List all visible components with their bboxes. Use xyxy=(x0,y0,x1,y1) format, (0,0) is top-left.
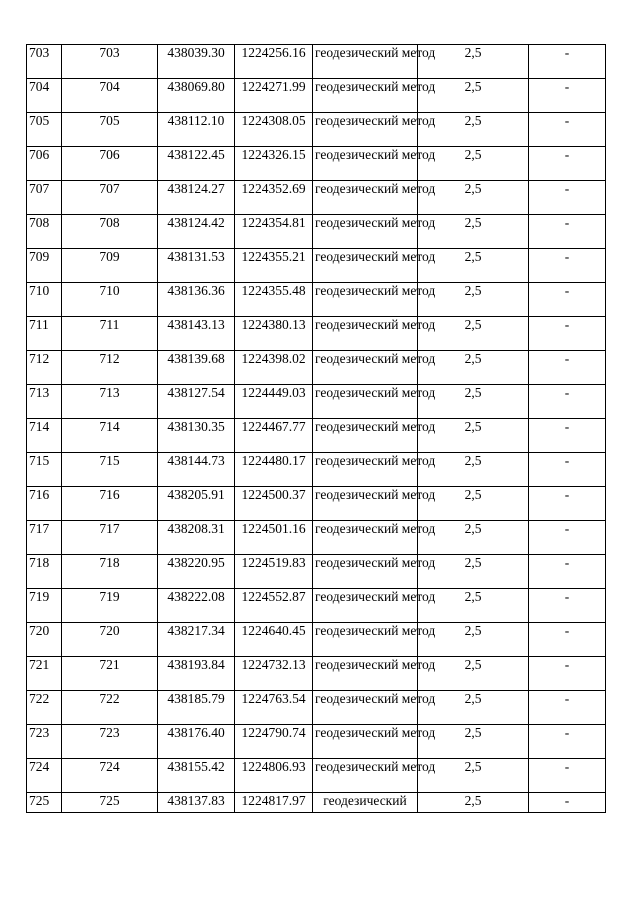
table-row xyxy=(27,589,606,623)
table-row xyxy=(27,45,606,79)
cell-accuracy: 2,5 xyxy=(418,759,529,793)
cell-point-number: 715 xyxy=(62,453,158,487)
cell-row-number: 710 xyxy=(27,283,62,317)
cell-point-number: 719 xyxy=(62,589,158,623)
cell-point-number: 725 xyxy=(62,793,158,813)
cell-description: - xyxy=(529,555,606,589)
cell-description: - xyxy=(529,249,606,283)
cell-row-number: 720 xyxy=(27,623,62,657)
cell-description: - xyxy=(529,691,606,725)
cell-point-number: 704 xyxy=(62,79,158,113)
cell-x-coordinate: 438155.42 xyxy=(158,759,235,793)
cell-x-coordinate: 438127.54 xyxy=(158,385,235,419)
cell-accuracy: 2,5 xyxy=(418,793,529,813)
cell-accuracy: 2,5 xyxy=(418,385,529,419)
cell-row-number: 715 xyxy=(27,453,62,487)
cell-description: - xyxy=(529,589,606,623)
cell-y-coordinate: 1224398.02 xyxy=(235,351,313,385)
cell-y-coordinate: 1224790.74 xyxy=(235,725,313,759)
cell-point-number: 717 xyxy=(62,521,158,555)
cell-method: геодезический метод xyxy=(313,453,418,487)
table-row xyxy=(27,79,606,113)
cell-description: - xyxy=(529,793,606,813)
cell-description: - xyxy=(529,147,606,181)
cell-x-coordinate: 438143.13 xyxy=(158,317,235,351)
cell-row-number: 723 xyxy=(27,725,62,759)
cell-row-number: 706 xyxy=(27,147,62,181)
cell-description: - xyxy=(529,419,606,453)
cell-description: - xyxy=(529,45,606,79)
cell-x-coordinate: 438069.80 xyxy=(158,79,235,113)
cell-accuracy: 2,5 xyxy=(418,113,529,147)
cell-method: геодезический метод xyxy=(313,317,418,351)
cell-point-number: 724 xyxy=(62,759,158,793)
cell-method: геодезический метод xyxy=(313,419,418,453)
cell-x-coordinate: 438137.83 xyxy=(158,793,235,813)
cell-method: геодезический метод xyxy=(313,759,418,793)
table-row xyxy=(27,147,606,181)
table-row xyxy=(27,317,606,351)
cell-row-number: 712 xyxy=(27,351,62,385)
cell-accuracy: 2,5 xyxy=(418,181,529,215)
cell-point-number: 712 xyxy=(62,351,158,385)
cell-y-coordinate: 1224256.16 xyxy=(235,45,313,79)
cell-y-coordinate: 1224449.03 xyxy=(235,385,313,419)
cell-y-coordinate: 1224326.15 xyxy=(235,147,313,181)
table-row xyxy=(27,351,606,385)
cell-method: геодезический метод xyxy=(313,249,418,283)
cell-point-number: 722 xyxy=(62,691,158,725)
cell-point-number: 723 xyxy=(62,725,158,759)
cell-accuracy: 2,5 xyxy=(418,317,529,351)
cell-row-number: 719 xyxy=(27,589,62,623)
cell-point-number: 711 xyxy=(62,317,158,351)
cell-y-coordinate: 1224352.69 xyxy=(235,181,313,215)
cell-accuracy: 2,5 xyxy=(418,623,529,657)
cell-accuracy: 2,5 xyxy=(418,351,529,385)
cell-accuracy: 2,5 xyxy=(418,249,529,283)
cell-y-coordinate: 1224806.93 xyxy=(235,759,313,793)
cell-row-number: 709 xyxy=(27,249,62,283)
cell-method: геодезический метод xyxy=(313,555,418,589)
cell-description: - xyxy=(529,317,606,351)
cell-x-coordinate: 438039.30 xyxy=(158,45,235,79)
cell-point-number: 714 xyxy=(62,419,158,453)
cell-point-number: 709 xyxy=(62,249,158,283)
table-row xyxy=(27,215,606,249)
cell-y-coordinate: 1224380.13 xyxy=(235,317,313,351)
cell-description: - xyxy=(529,759,606,793)
cell-row-number: 708 xyxy=(27,215,62,249)
cell-x-coordinate: 438208.31 xyxy=(158,521,235,555)
cell-method: геодезический метод xyxy=(313,521,418,555)
cell-y-coordinate: 1224640.45 xyxy=(235,623,313,657)
cell-accuracy: 2,5 xyxy=(418,45,529,79)
cell-x-coordinate: 438124.42 xyxy=(158,215,235,249)
cell-x-coordinate: 438176.40 xyxy=(158,725,235,759)
cell-accuracy: 2,5 xyxy=(418,283,529,317)
cell-x-coordinate: 438217.34 xyxy=(158,623,235,657)
cell-y-coordinate: 1224355.48 xyxy=(235,283,313,317)
cell-y-coordinate: 1224500.37 xyxy=(235,487,313,521)
cell-x-coordinate: 438136.36 xyxy=(158,283,235,317)
cell-x-coordinate: 438205.91 xyxy=(158,487,235,521)
table-row xyxy=(27,691,606,725)
cell-method: геодезический метод xyxy=(313,283,418,317)
cell-description: - xyxy=(529,657,606,691)
cell-row-number: 716 xyxy=(27,487,62,521)
cell-method: геодезический метод xyxy=(313,487,418,521)
cell-method: геодезический метод xyxy=(313,79,418,113)
cell-description: - xyxy=(529,521,606,555)
cell-method: геодезический метод xyxy=(313,351,418,385)
cell-row-number: 724 xyxy=(27,759,62,793)
cell-y-coordinate: 1224732.13 xyxy=(235,657,313,691)
cell-accuracy: 2,5 xyxy=(418,521,529,555)
cell-method: геодезический метод xyxy=(313,147,418,181)
cell-row-number: 714 xyxy=(27,419,62,453)
cell-accuracy: 2,5 xyxy=(418,657,529,691)
cell-method: геодезический метод xyxy=(313,385,418,419)
cell-accuracy: 2,5 xyxy=(418,79,529,113)
table-row xyxy=(27,657,606,691)
cell-y-coordinate: 1224308.05 xyxy=(235,113,313,147)
cell-x-coordinate: 438193.84 xyxy=(158,657,235,691)
cell-row-number: 722 xyxy=(27,691,62,725)
cell-point-number: 708 xyxy=(62,215,158,249)
cell-accuracy: 2,5 xyxy=(418,589,529,623)
table-row xyxy=(27,725,606,759)
cell-description: - xyxy=(529,385,606,419)
cell-point-number: 705 xyxy=(62,113,158,147)
table-row xyxy=(27,453,606,487)
cell-x-coordinate: 438112.10 xyxy=(158,113,235,147)
cell-y-coordinate: 1224271.99 xyxy=(235,79,313,113)
cell-accuracy: 2,5 xyxy=(418,215,529,249)
cell-point-number: 718 xyxy=(62,555,158,589)
cell-method: геодезический метод xyxy=(313,113,418,147)
cell-row-number: 707 xyxy=(27,181,62,215)
cell-row-number: 721 xyxy=(27,657,62,691)
table-row xyxy=(27,249,606,283)
table-row xyxy=(27,283,606,317)
cell-method: геодезический метод xyxy=(313,589,418,623)
cell-point-number: 710 xyxy=(62,283,158,317)
cell-x-coordinate: 438131.53 xyxy=(158,249,235,283)
cell-y-coordinate: 1224552.87 xyxy=(235,589,313,623)
cell-accuracy: 2,5 xyxy=(418,691,529,725)
cell-accuracy: 2,5 xyxy=(418,725,529,759)
cell-method: геодезический метод xyxy=(313,45,418,79)
cell-y-coordinate: 1224763.54 xyxy=(235,691,313,725)
cell-method: геодезический xyxy=(313,793,418,813)
cell-x-coordinate: 438185.79 xyxy=(158,691,235,725)
cell-point-number: 720 xyxy=(62,623,158,657)
cell-point-number: 716 xyxy=(62,487,158,521)
cell-description: - xyxy=(529,79,606,113)
cell-accuracy: 2,5 xyxy=(418,419,529,453)
cell-point-number: 721 xyxy=(62,657,158,691)
cell-y-coordinate: 1224355.21 xyxy=(235,249,313,283)
cell-description: - xyxy=(529,453,606,487)
cell-x-coordinate: 438139.68 xyxy=(158,351,235,385)
cell-description: - xyxy=(529,725,606,759)
table-row xyxy=(27,181,606,215)
table-row xyxy=(27,521,606,555)
cell-row-number: 711 xyxy=(27,317,62,351)
cell-row-number: 705 xyxy=(27,113,62,147)
cell-y-coordinate: 1224519.83 xyxy=(235,555,313,589)
cell-x-coordinate: 438130.35 xyxy=(158,419,235,453)
cell-point-number: 713 xyxy=(62,385,158,419)
table-row xyxy=(27,487,606,521)
cell-x-coordinate: 438220.95 xyxy=(158,555,235,589)
cell-point-number: 706 xyxy=(62,147,158,181)
table-row xyxy=(27,759,606,793)
cell-y-coordinate: 1224354.81 xyxy=(235,215,313,249)
cell-row-number: 704 xyxy=(27,79,62,113)
cell-description: - xyxy=(529,351,606,385)
table-row xyxy=(27,385,606,419)
cell-description: - xyxy=(529,283,606,317)
table-row xyxy=(27,555,606,589)
coordinates-table xyxy=(26,44,606,813)
cell-y-coordinate: 1224817.97 xyxy=(235,793,313,813)
table-body xyxy=(27,45,606,813)
cell-method: геодезический метод xyxy=(313,181,418,215)
table-row xyxy=(27,419,606,453)
document-page xyxy=(26,44,606,836)
cell-y-coordinate: 1224467.77 xyxy=(235,419,313,453)
cell-method: геодезический метод xyxy=(313,215,418,249)
cell-accuracy: 2,5 xyxy=(418,487,529,521)
table-row xyxy=(27,623,606,657)
cell-x-coordinate: 438222.08 xyxy=(158,589,235,623)
cell-y-coordinate: 1224480.17 xyxy=(235,453,313,487)
cell-accuracy: 2,5 xyxy=(418,147,529,181)
table-row xyxy=(27,793,606,813)
cell-row-number: 718 xyxy=(27,555,62,589)
table-row xyxy=(27,113,606,147)
cell-point-number: 707 xyxy=(62,181,158,215)
cell-x-coordinate: 438144.73 xyxy=(158,453,235,487)
cell-description: - xyxy=(529,487,606,521)
cell-method: геодезический метод xyxy=(313,623,418,657)
cell-accuracy: 2,5 xyxy=(418,453,529,487)
cell-description: - xyxy=(529,623,606,657)
cell-description: - xyxy=(529,181,606,215)
cell-method: геодезический метод xyxy=(313,657,418,691)
cell-row-number: 703 xyxy=(27,45,62,79)
cell-accuracy: 2,5 xyxy=(418,555,529,589)
cell-x-coordinate: 438122.45 xyxy=(158,147,235,181)
cell-point-number: 703 xyxy=(62,45,158,79)
cell-row-number: 713 xyxy=(27,385,62,419)
cell-row-number: 717 xyxy=(27,521,62,555)
cell-y-coordinate: 1224501.16 xyxy=(235,521,313,555)
cell-description: - xyxy=(529,113,606,147)
cell-description: - xyxy=(529,215,606,249)
cell-x-coordinate: 438124.27 xyxy=(158,181,235,215)
cell-method: геодезический метод xyxy=(313,691,418,725)
cell-row-number: 725 xyxy=(27,793,62,813)
cell-method: геодезический метод xyxy=(313,725,418,759)
